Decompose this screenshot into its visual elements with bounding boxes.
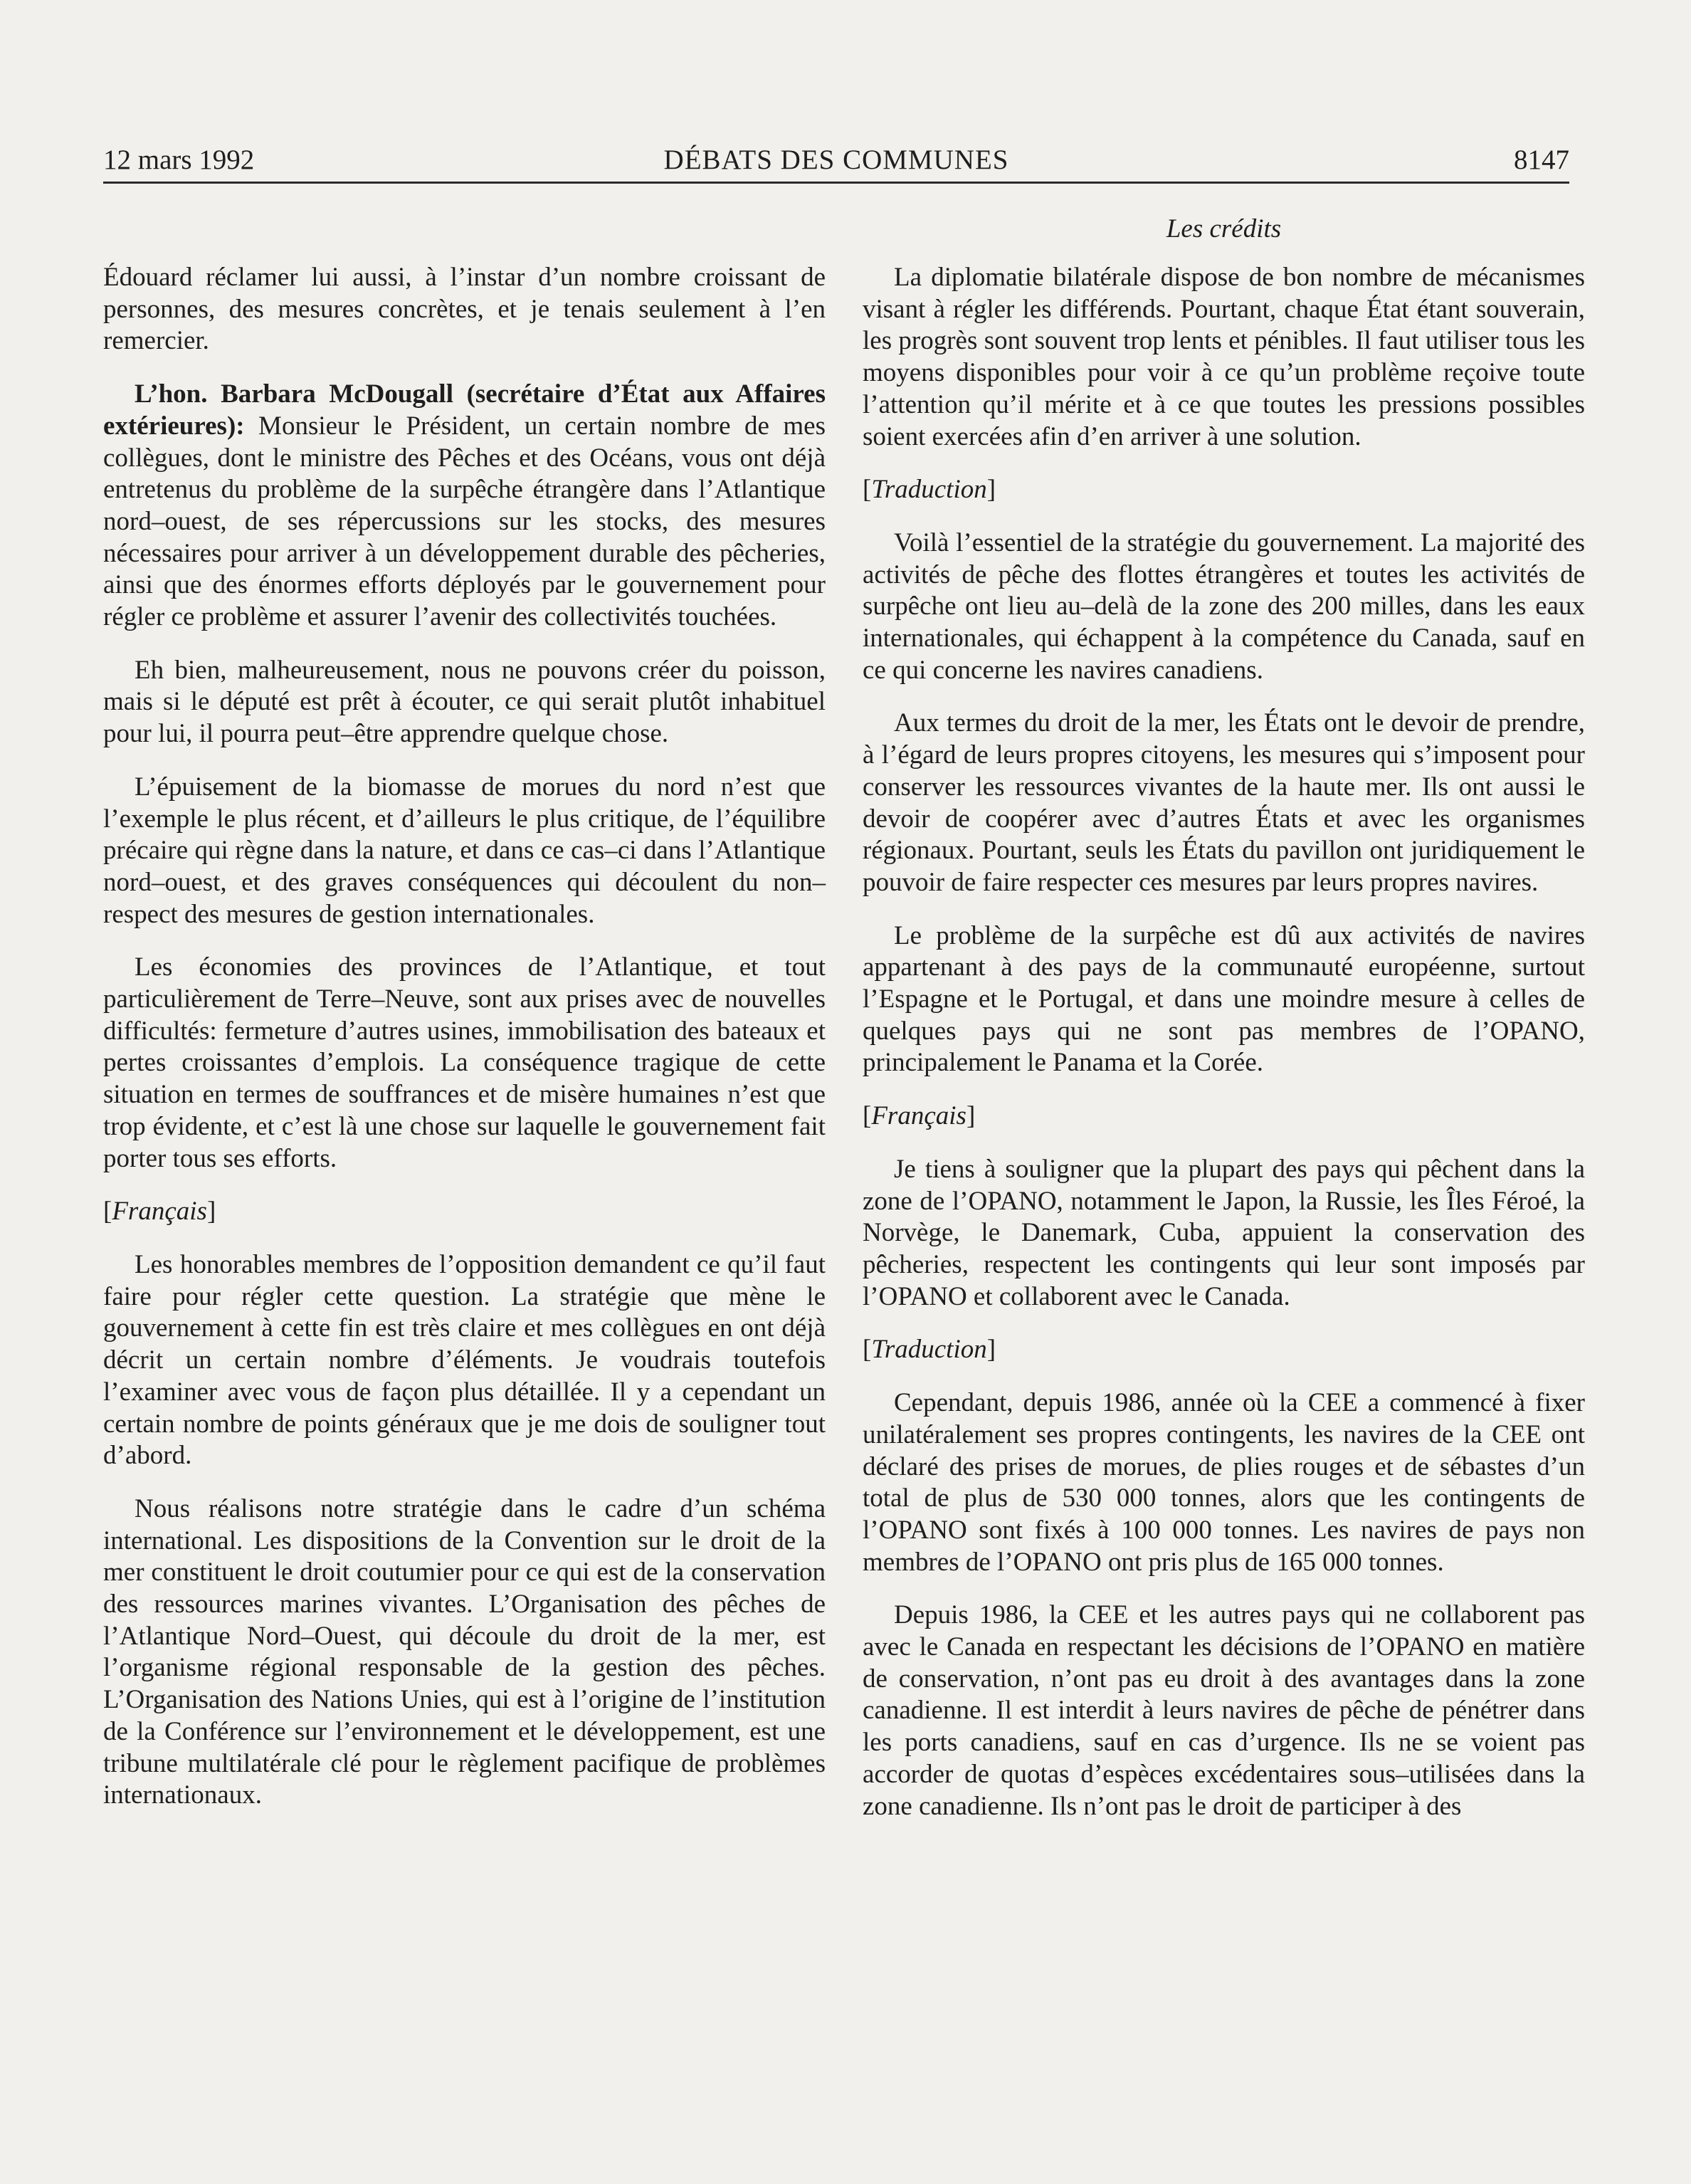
speaker-paragraph <box>103 379 826 634</box>
language-tag: [ Français ] <box>863 1101 1585 1133</box>
header-rule <box>103 182 1569 184</box>
paragraph: Édouard réclamer lui aussi, à l’instar d’un nombre croissant de personnes, des mesures concrètes, et je tenais seulement à l’en remercier. <box>103 263 826 356</box>
page-number: 8147 <box>1514 145 1569 175</box>
paragraph: Nous réalisons notre stratégie dans le cadre d’un schéma international. Les dispositions de la Convention sur le droit de la mer constituent le droit coutumier pour ce qui est de la conservation des ressources marines vivantes. L’Organisation des pêches de l’Atlantique Nord–Ouest, qui découle du droit de la mer, est l’organisme régional responsable de la gestion des pêches. L’Organisation des Nations Unies, qui est à l’origine de l’institution de la Conférence sur l’environnement et le développement, est une tribune multilatérale clé pour le règlement pacifique de problèmes internationaux. <box>103 1493 826 1810</box>
paragraph: Le problème de la surpêche est dû aux activités de navires appartenant à des pays de la communauté européenne, surtout l’Espagne et le Portugal, et dans une moindre mesure à celles de quelques pays qui ne sont pas membres de l’OPANO, principalement le Panama et la Corée. <box>863 920 1585 1078</box>
section-heading: Les crédits <box>1166 214 1282 243</box>
language-tag: [ Français ] <box>103 1196 826 1228</box>
paragraph: L’épuisement de la biomasse de morues du nord n’est que l’exemple le plus récent, et d’ailleurs le plus critique, de l’équilibre précaire qui règne dans la nature, et dans ce cas–ci dans l’Atlantique nord–ouest, et des graves conséquences qui découlent du non–respect des mesures de gestion internationales. <box>103 772 826 929</box>
language-tag: [ Traduction ] <box>863 474 1585 506</box>
paragraph: Cependant, depuis 1986, année où la CEE a commencé à fixer unilatéralement ses propres contingents, les navires de la CEE ont déclaré des prises de morues, de plies rouges et de sébastes d’un total de plus de 530 000 tonnes, alors que les contingents de l’OPANO sont fixés à 100 000 tonnes. Les navires de pays non membres de l’OPANO ont pris plus de 165 000 tonnes. <box>863 1388 1585 1577</box>
speaker-name: L’hon. Barbara McDougall (secrétaire d’État aux Affaires extérieures): <box>103 379 826 441</box>
paragraph: Eh bien, malheureusement, nous ne pouvons créer du poisson, mais si le député est prêt à écouter, ce qui serait plutôt inhabituel pour lui, il pourra peut–être apprendre quelque chose. <box>103 655 826 749</box>
paragraph: Les économies des provinces de l’Atlantique, et tout particulièrement de Terre–Neuve, sont aux prises avec de nouvelles difficultés: fermeture d’autres usines, immobilisation des bateaux et pertes croissantes d’emplois. La conséquence tragique de cette situation en termes de souffrances et de misère humaines n’est que trop évidente, et c’est là une chose sur laquelle le gouvernement fait porter tous ses efforts. <box>103 952 826 1173</box>
paragraph: Aux termes du droit de la mer, les États ont le devoir de prendre, à l’égard de leurs propres citoyens, les mesures qui s’imposent pour conserver les ressources vivantes de la haute mer. Ils ont aussi le devoir de coopérer avec d’autres États et avec les organismes régionaux. Pourtant, seuls les États du pavillon ont juridiquement le pouvoir de faire respecter ces mesures par leurs propres navires. <box>863 708 1585 897</box>
header-date: 12 mars 1992 <box>103 145 255 175</box>
page-header <box>103 140 1569 181</box>
left-column <box>103 262 826 1833</box>
paragraph: La diplomatie bilatérale dispose de bon nombre de mécanismes visant à régler les différends. Pourtant, chaque État étant souverain, les progrès sont souvent trop lents et pénibles. Il faut utiliser tous les moyens disponibles pour voir à ce qu’un problème reçoive toute l’attention qu’il mérite et à ce que toutes les pressions possibles soient exercées afin d’en arriver à une solution. <box>863 263 1585 451</box>
paragraph: Je tiens à souligner que la plupart des pays qui pêchent dans la zone de l’OPANO, notamment le Japon, la Russie, les Îles Féroé, la Norvège, le Danemark, Cuba, appuient la conservation des pêcheries, respectent les contingents qui leur sont imposés par l’OPANO et collaborent avec le Canada. <box>863 1154 1585 1311</box>
right-column <box>863 214 1585 1844</box>
paragraph: Voilà l’essentiel de la stratégie du gouvernement. La majorité des activités de pêche des flottes étrangères et toutes les activités de surpêche ont lieu au–delà de la zone des 200 milles, dans les eaux internationales, qui échappent à la compétence du Canada, sauf en ce qui concerne les navires canadiens. <box>863 527 1585 685</box>
language-tag: [ Traduction ] <box>863 1334 1585 1366</box>
speaker-text: Monsieur le Président, un certain nombre de mes collègues, dont le ministre des Pêches et des Océans, vous ont déjà entretenus du problème de la surpêche étrangère dans l’Atlantique nord–ouest, de ses répercussions sur les stocks, des mesures nécessaires pour arriver à un développement durable des pêcheries, ainsi que des énormes efforts déployés par le gouvernement pour régler ce problème et assurer l’avenir des collectivités touchées. <box>103 411 826 632</box>
paragraph: Les honorables membres de l’opposition demandent ce qu’il faut faire pour régler cette question. La stratégie que mène le gouvernement à cette fin est très claire et mes collègues en ont déjà décrit un certain nombre d’éléments. Je voudrais toutefois l’examiner avec vous de façon plus détaillée. Il y a cependant un certain nombre de points généraux que je me dois de souligner tout d’abord. <box>103 1249 826 1471</box>
paragraph: Depuis 1986, la CEE et les autres pays qui ne collaborent pas avec le Canada en respectant les décisions de l’OPANO en matière de conservation, n’ont pas eu droit à des avantages dans la zone canadienne. Il est interdit à leurs navires de pêche de pénétrer dans les ports canadiens, sauf en cas d’urgence. Ils ne se voient pas accorder de quotas d’espèces excédentaires sous–utilisées dans la zone canadienne. Ils n’ont pas le droit de participer à des <box>863 1600 1585 1821</box>
publication-title: DÉBATS DES COMMUNES <box>663 145 1009 175</box>
